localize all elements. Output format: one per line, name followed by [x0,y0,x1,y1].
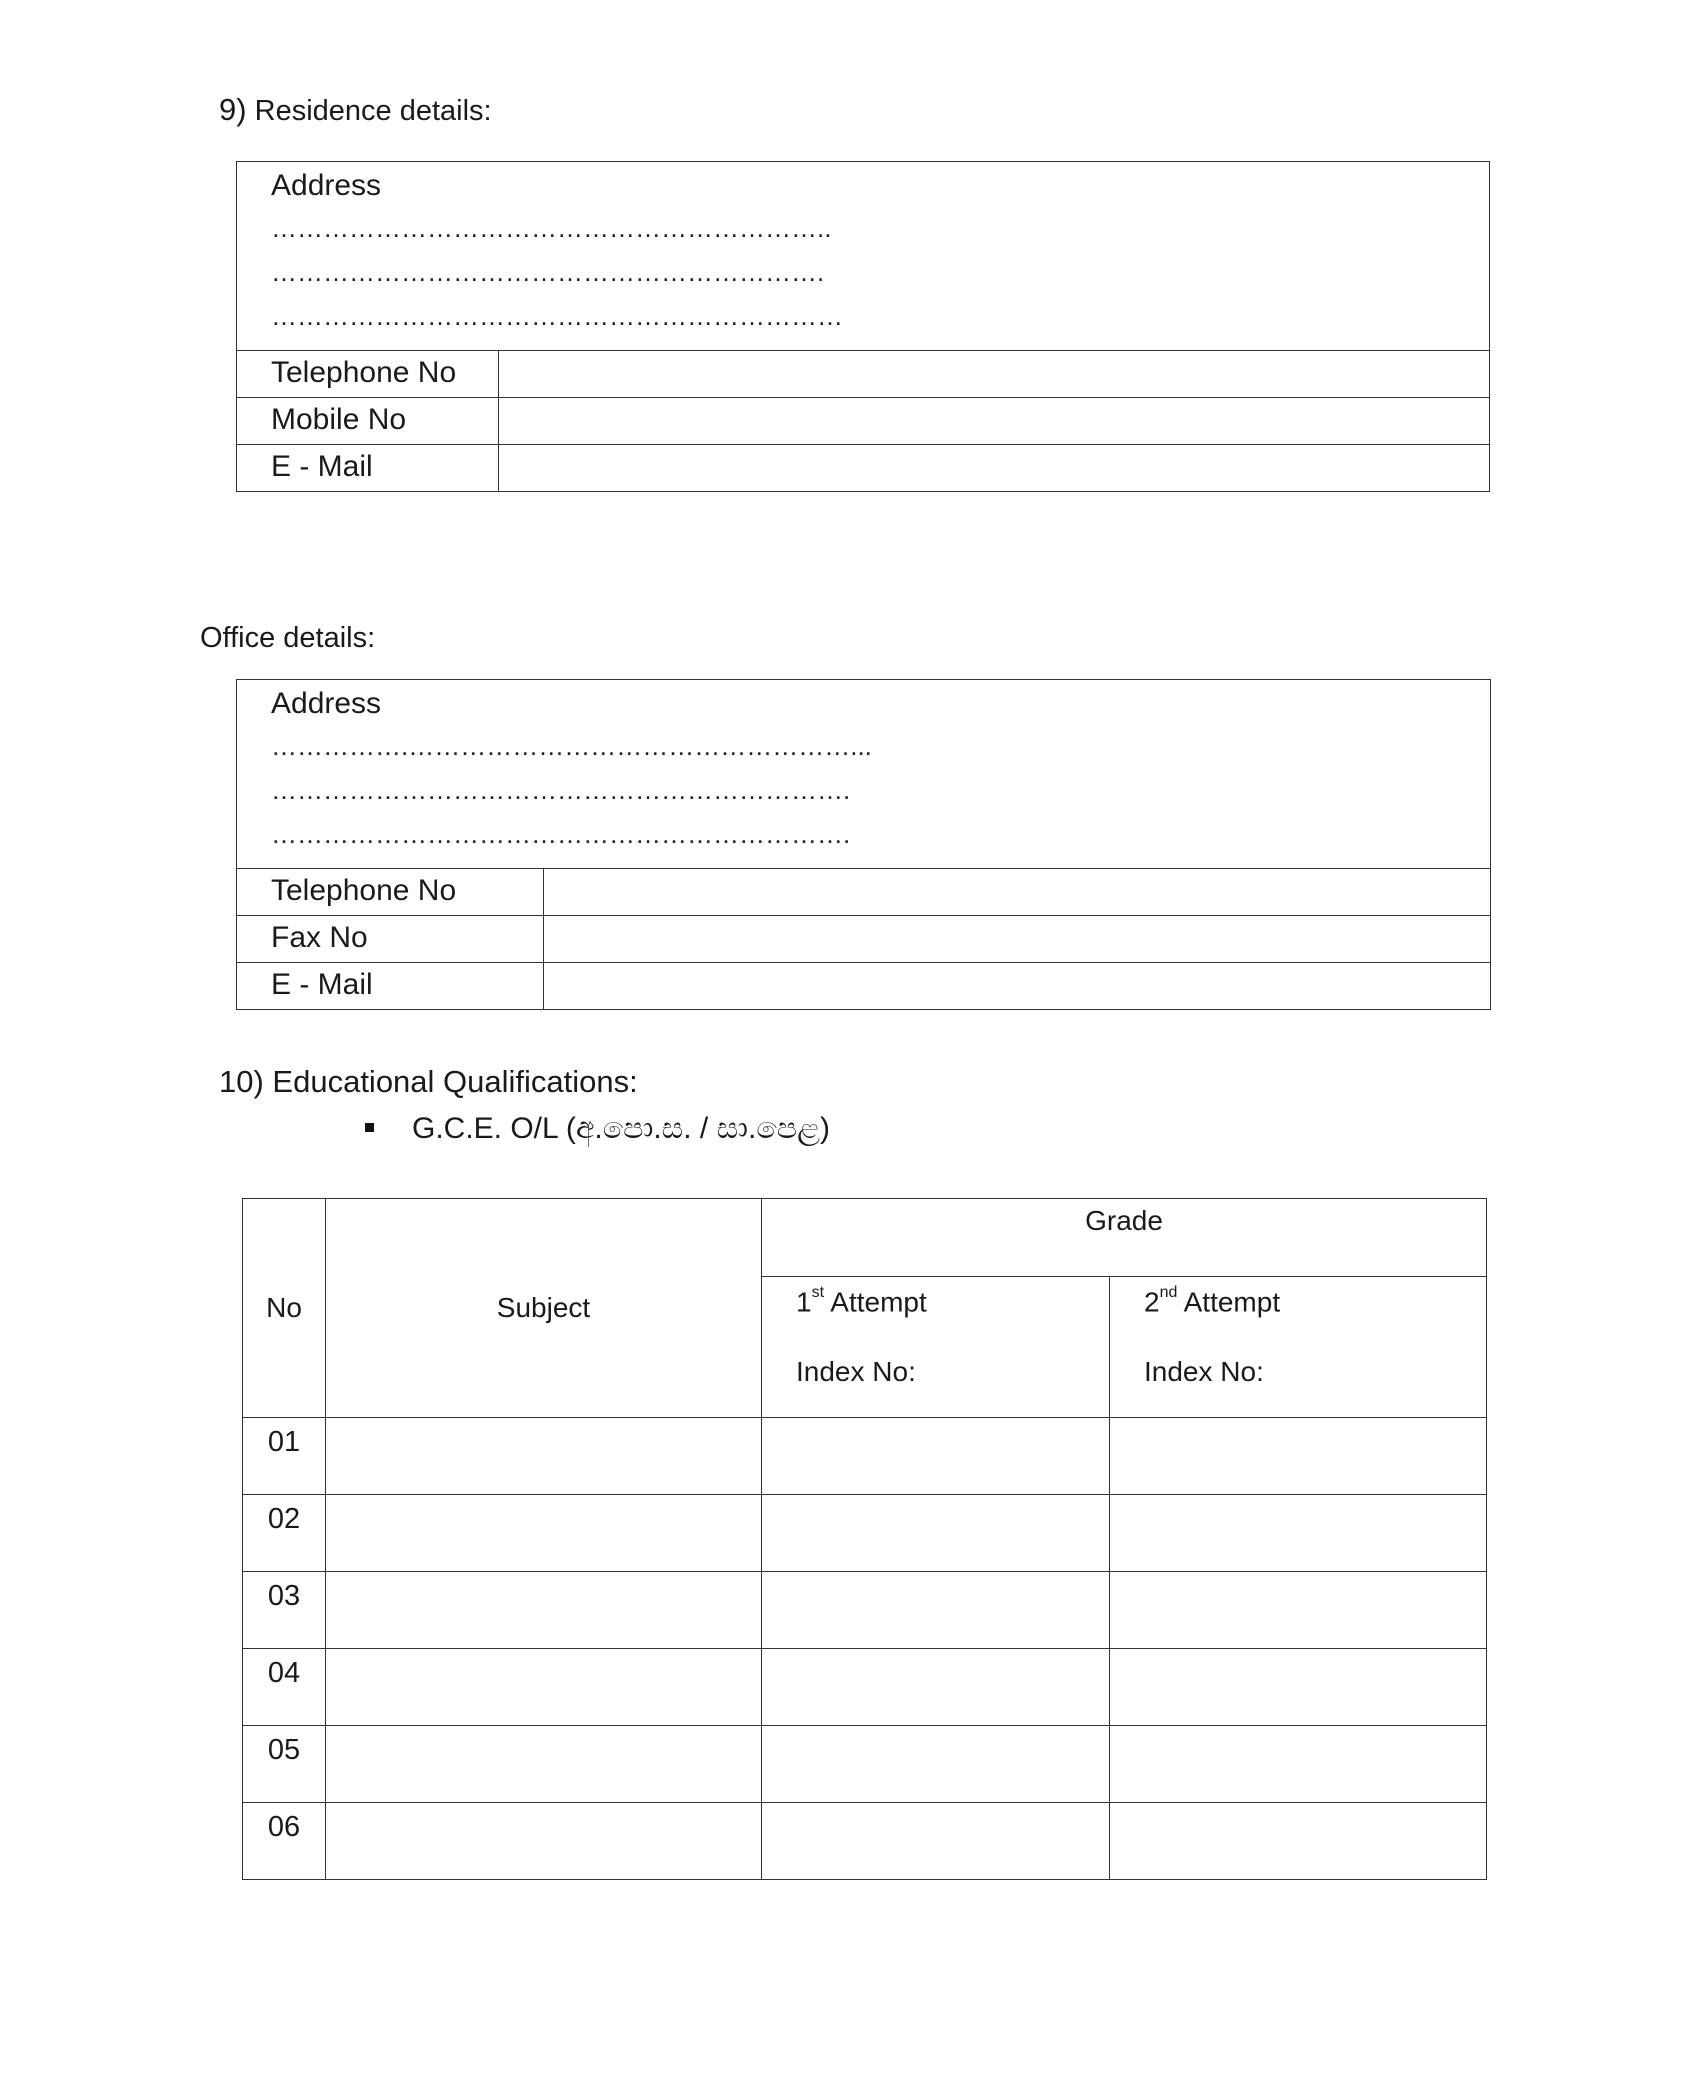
office-heading: Office details: [200,622,376,654]
col-header-no: No [243,1199,326,1418]
attempt-1-grade-cell[interactable] [762,1649,1110,1726]
attempt-1-index-label: Index No: [796,1356,916,1388]
table-row [243,1649,1487,1726]
office-fax-label: Fax No [237,916,544,963]
subject-cell[interactable] [326,1649,762,1726]
row-number: 03 [243,1572,326,1649]
attempt-2-grade-cell[interactable] [1110,1803,1487,1880]
attempt-1-header[interactable] [762,1277,1110,1418]
office-email-field[interactable] [544,963,1491,1010]
attempt-2-grade-cell[interactable] [1110,1572,1487,1649]
residence-email-label: E - Mail [237,445,499,492]
office-telephone-label: Telephone No [237,869,544,916]
attempt-2-index-label: Index No: [1144,1356,1264,1388]
residence-address-line-1[interactable]: ……………………………………………………….. [271,213,832,243]
row-number: 01 [243,1418,326,1495]
attempt-1-grade-cell[interactable] [762,1418,1110,1495]
table-row [243,1572,1487,1649]
residence-address-cell[interactable] [237,162,1490,351]
office-fax-field[interactable] [544,916,1491,963]
attempt-2-header[interactable] [1110,1277,1487,1418]
office-telephone-field[interactable] [544,869,1491,916]
residence-heading-number: 9) [219,92,247,127]
row-number: 05 [243,1726,326,1803]
office-address-line-1[interactable]: …………….……………………………………………... [271,731,872,761]
residence-telephone-label: Telephone No [237,351,499,398]
office-email-label: E - Mail [237,963,544,1010]
attempt-1-grade-cell[interactable] [762,1572,1110,1649]
residence-mobile-label: Mobile No [237,398,499,445]
residence-table [236,161,1490,492]
col-header-grade: Grade [762,1199,1487,1277]
attempt-2-title: 2nd Attempt [1144,1284,1281,1318]
subject-cell[interactable] [326,1726,762,1803]
table-row [243,1418,1487,1495]
residence-heading-text: Residence details: [246,95,492,127]
subject-cell[interactable] [326,1418,762,1495]
attempt-1-title: 1st Attempt [796,1284,927,1318]
attempt-2-grade-cell[interactable] [1110,1495,1487,1572]
attempt-1-grade-cell[interactable] [762,1495,1110,1572]
residence-heading [219,92,492,128]
table-row [243,1803,1487,1880]
row-number: 04 [243,1649,326,1726]
subject-cell[interactable] [326,1803,762,1880]
ol-grades-table [242,1198,1487,1880]
office-address-cell[interactable] [237,680,1491,869]
subject-cell[interactable] [326,1495,762,1572]
residence-mobile-field[interactable] [499,398,1490,445]
office-address-line-3[interactable]: …………………………………………………………. [271,819,851,849]
attempt-1-grade-cell[interactable] [762,1803,1110,1880]
residence-telephone-field[interactable] [499,351,1490,398]
row-number: 06 [243,1803,326,1880]
row-number: 02 [243,1495,326,1572]
office-address-line-2[interactable]: …………………………………………………………. [271,775,851,805]
bullet-square-icon [365,1123,374,1132]
table-row [243,1726,1487,1803]
office-address-label: Address [271,687,382,720]
attempt-2-grade-cell[interactable] [1110,1418,1487,1495]
residence-email-field[interactable] [499,445,1490,492]
table-row [243,1495,1487,1572]
education-heading: 10) Educational Qualifications: [219,1064,638,1099]
attempt-2-grade-cell[interactable] [1110,1726,1487,1803]
attempt-2-grade-cell[interactable] [1110,1649,1487,1726]
office-table [236,679,1491,1010]
gce-ol-bullet [365,1112,830,1146]
residence-address-label: Address [271,169,382,202]
col-header-subject: Subject [326,1199,762,1418]
gce-ol-label: G.C.E. O/L (අ.පො.ස. / සා.පෙළ) [412,1112,830,1145]
residence-address-line-3[interactable]: ………………………………………………………… [271,301,843,331]
attempt-1-grade-cell[interactable] [762,1726,1110,1803]
residence-address-line-2[interactable]: ………………………………………………………. [271,257,825,287]
subject-cell[interactable] [326,1572,762,1649]
